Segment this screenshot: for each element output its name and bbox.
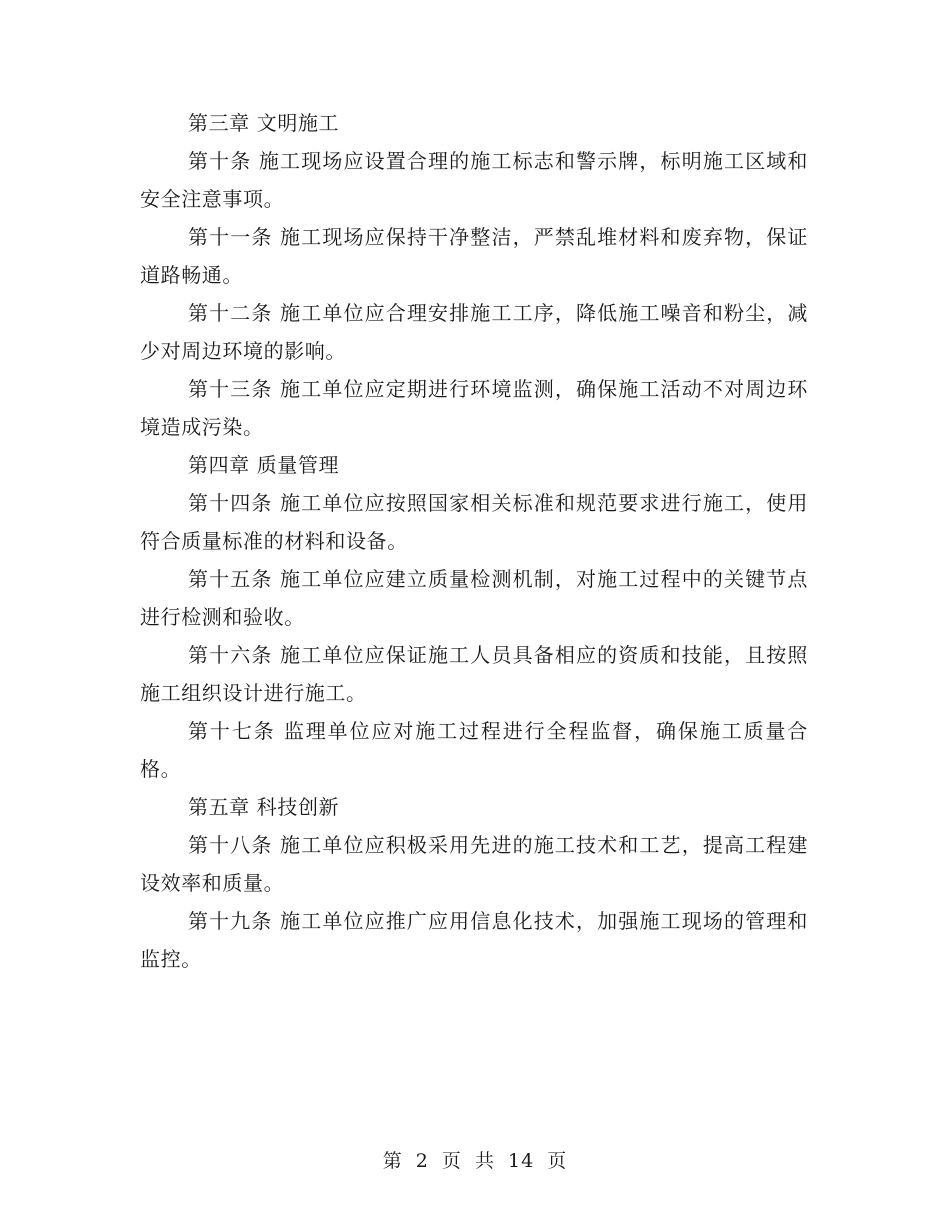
chapter-heading-5: 第五章 科技创新 <box>188 795 340 819</box>
document-body <box>140 104 808 978</box>
clause-11: 第十一条 施工现场应保持干净整洁，严禁乱堆材料和废弃物，保证道路畅通。 <box>140 225 808 287</box>
clause-14: 第十四条 施工单位应按照国家相关标准和规范要求进行施工，使用符合质量标准的材料和设备。 <box>140 491 808 553</box>
clause-13: 第十三条 施工单位应定期进行环境监测，确保施工活动不对周边环境造成污染。 <box>140 377 808 439</box>
clause-17: 第十七条 监理单位应对施工过程进行全程监督，确保施工质量合格。 <box>140 719 808 781</box>
clause-10: 第十条 施工现场应设置合理的施工标志和警示牌，标明施工区域和安全注意事项。 <box>140 149 808 211</box>
clause-16: 第十六条 施工单位应保证施工人员具备相应的资质和技能，且按照施工组织设计进行施工。 <box>140 643 808 705</box>
clause-15: 第十五条 施工单位应建立质量检测机制，对施工过程中的关键节点进行检测和验收。 <box>140 567 808 629</box>
clause-18: 第十八条 施工单位应积极采用先进的施工技术和工艺，提高工程建设效率和质量。 <box>140 833 808 895</box>
chapter-heading-3: 第三章 文明施工 <box>188 111 340 135</box>
chapter-heading-4: 第四章 质量管理 <box>188 453 340 477</box>
clause-12: 第十二条 施工单位应合理安排施工工序，降低施工噪音和粉尘，减少对周边环境的影响。 <box>140 301 808 363</box>
page-number-footer: 第 2 页 共 14 页 <box>382 1150 568 1172</box>
clause-19: 第十九条 施工单位应推广应用信息化技术，加强施工现场的管理和监控。 <box>140 909 808 971</box>
